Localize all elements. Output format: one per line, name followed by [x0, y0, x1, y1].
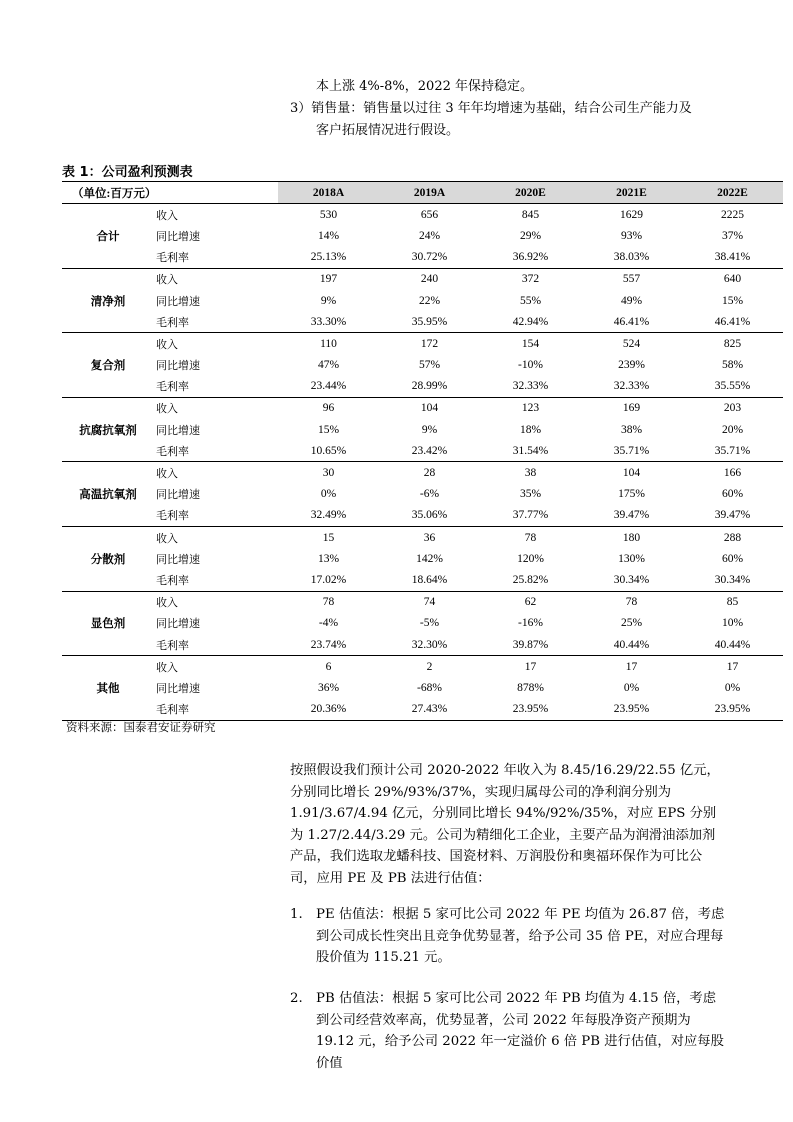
table-cell: 24% [418, 229, 441, 242]
table-row [62, 204, 783, 226]
table-cell: 23.95% [581, 699, 682, 721]
table-cell: 104 [622, 467, 641, 480]
table-cell: -4% [318, 617, 339, 630]
table-row [62, 677, 783, 698]
table-cell: 39.47% [682, 505, 783, 527]
table-cell: 32.33% [581, 376, 682, 398]
table-cell: 93% [620, 229, 643, 242]
table-cell: 17 [625, 660, 638, 673]
table-cell: 239% [618, 359, 645, 372]
table-cell: 372 [521, 273, 540, 286]
table-cell: 25% [620, 617, 643, 630]
table-cell: 38.41% [682, 247, 783, 269]
table-row [62, 333, 783, 355]
metric-label: 收入 [156, 468, 178, 481]
table-cell: 55% [519, 294, 542, 307]
table-cell: 172 [420, 337, 439, 350]
table-cell: 0% [623, 681, 640, 694]
table-cell: 60% [721, 488, 744, 501]
table-cell: 36% [317, 681, 340, 694]
category-label: 显色剂 [62, 591, 154, 656]
table-cell: 0% [724, 681, 741, 694]
year-header: 2021E [581, 182, 682, 204]
table-cell: 46.41% [581, 311, 682, 333]
top-text-line-3: 客户拓展情况进行假设。 [316, 123, 460, 138]
table-cell: 120% [517, 552, 544, 565]
metric-label: 毛利率 [154, 505, 278, 527]
table-cell: 38.03% [581, 247, 682, 269]
table-cell: 23.44% [278, 376, 379, 398]
table-row [62, 569, 783, 591]
metric-label: 同比增速 [156, 295, 200, 308]
category-label: 分散剂 [62, 527, 154, 592]
category-label: 其他 [62, 656, 154, 721]
table-cell: 29% [519, 229, 542, 242]
table-cell: 35.06% [379, 505, 480, 527]
table-cell: 845 [521, 208, 540, 221]
table-cell: 825 [723, 337, 742, 350]
category-label: 抗腐抗氧剂 [62, 397, 154, 462]
table-cell: 14% [317, 229, 340, 242]
table-cell: 78 [322, 596, 335, 609]
metric-label: 同比增速 [156, 230, 200, 243]
table-cell: 42.94% [480, 311, 581, 333]
category-label: 复合剂 [62, 333, 154, 398]
list-text: PB 估值法：根据 5 家可比公司 2022 年 PB 均值为 4.15 倍，考虑到公司经营效率高，优势显著，公司 2022 年每股净资产预期为 19.12 元，给予公司 2022 年一定溢价 6 倍 PB 进行估值，对应每股价值 [316, 991, 724, 1071]
table-cell: 15 [322, 531, 335, 544]
table-cell: 20% [721, 423, 744, 436]
metric-label: 同比增速 [156, 618, 200, 631]
table-row [62, 397, 783, 419]
table-cell: 40.44% [682, 634, 783, 656]
category-label: 清净剂 [62, 268, 154, 333]
metric-label: 毛利率 [154, 311, 278, 333]
table-row [62, 634, 783, 656]
valuation-paragraph: 按照假设我们预计公司 2020-2022 年收入为 8.45/16.29/22.55 亿元，分别同比增长 29%/93%/37%，实现归属母公司的净利润分别为 1.91/3.67/4.94 亿元，分别同比增长 94%/92%/35%，对应 EPS 分别为 1.27/2.44/3.29 元。公司为精细化工企业，主要产品为润滑油添加剂产品，我们选取龙蟠科技、国瓷材料、万润股份和奥福环保作为可比公司，应用 PE 及 PB 法进行估值： [290, 763, 720, 886]
table-cell: 169 [622, 402, 641, 415]
metric-label: 同比增速 [156, 553, 200, 566]
table-row [62, 548, 783, 569]
table-cell: 35% [519, 488, 542, 501]
table-cell: 25.13% [278, 247, 379, 269]
metric-label: 收入 [156, 274, 178, 287]
table-cell: 288 [723, 531, 742, 544]
table-cell: 10% [721, 617, 744, 630]
table-cell: 23.74% [278, 634, 379, 656]
top-text-line-2: 3）销售量：销售量以过往 3 年年均增速为基础，结合公司生产能力及 [290, 101, 692, 116]
table-row [62, 290, 783, 311]
table-cell: 524 [622, 337, 641, 350]
table-cell: 33.30% [278, 311, 379, 333]
table-cell: 62 [524, 596, 537, 609]
table-row [62, 268, 783, 290]
table-cell: 74 [423, 596, 436, 609]
table-cell: 154 [521, 337, 540, 350]
metric-label: 毛利率 [154, 569, 278, 591]
metric-label: 同比增速 [156, 424, 200, 437]
table-cell: 123 [521, 402, 540, 415]
table-cell: 20.36% [278, 699, 379, 721]
table-cell: -5% [419, 617, 440, 630]
table-cell: 28.99% [379, 376, 480, 398]
list-number: 2. [290, 991, 303, 1006]
table-cell: 22% [418, 294, 441, 307]
list-text: PE 估值法：根据 5 家可比公司 2022 年 PE 均值为 26.87 倍，考虑到公司成长性突出且竞争优势显著，给予公司 35 倍 PE，对应合理每股价值为 115.21 元。 [316, 907, 725, 965]
list-item [290, 904, 726, 969]
table-cell: 240 [420, 273, 439, 286]
table-cell: 530 [319, 208, 338, 221]
table-cell: 31.54% [480, 440, 581, 462]
table-cell: 36 [423, 531, 436, 544]
year-header: 2018A [278, 182, 379, 204]
table-cell: 30.34% [581, 569, 682, 591]
table-cell: 28 [423, 467, 436, 480]
metric-label: 收入 [156, 209, 178, 222]
table-cell: 180 [622, 531, 641, 544]
metric-label: 同比增速 [156, 360, 200, 373]
table-source: 资料来源：国泰君安证券研究 [66, 720, 216, 734]
table-row [62, 311, 783, 333]
table-row [62, 419, 783, 440]
table-cell: 35.95% [379, 311, 480, 333]
table-cell: 166 [723, 467, 742, 480]
table-row [62, 376, 783, 398]
metric-label: 同比增速 [156, 489, 200, 502]
table-cell: 39.87% [480, 634, 581, 656]
table-cell: 35.71% [581, 440, 682, 462]
list-number: 1. [290, 907, 303, 922]
metric-label: 毛利率 [154, 699, 278, 721]
table-header-row [62, 182, 783, 204]
table-cell: 78 [524, 531, 537, 544]
table-row [62, 505, 783, 527]
metric-label: 毛利率 [154, 440, 278, 462]
table-row [62, 699, 783, 721]
metric-label: 毛利率 [154, 376, 278, 398]
table-cell: 30 [322, 467, 335, 480]
table-cell: 96 [322, 402, 335, 415]
table-cell: -10% [518, 359, 543, 372]
metric-label: 同比增速 [156, 682, 200, 695]
table-cell: 656 [420, 208, 439, 221]
table-cell: 18.64% [379, 569, 480, 591]
table-cell: 23.95% [682, 699, 783, 721]
metric-label: 收入 [156, 403, 178, 416]
table-cell: 38% [620, 423, 643, 436]
table-cell: 110 [320, 337, 337, 350]
table-cell: 640 [723, 273, 742, 286]
list-item [290, 988, 726, 1074]
table-cell: 47% [317, 359, 340, 372]
table-cell: 27.43% [379, 699, 480, 721]
table-cell: 17.02% [278, 569, 379, 591]
table-cell: 9% [421, 423, 438, 436]
table-cell: 57% [418, 359, 441, 372]
table-cell: 78 [625, 596, 638, 609]
table-cell: 203 [723, 402, 742, 415]
table-cell: 197 [319, 273, 338, 286]
table-cell: 15% [721, 294, 744, 307]
table-cell: 557 [622, 273, 641, 286]
table-cell: 9% [320, 294, 337, 307]
table-row [62, 462, 783, 484]
metric-label: 收入 [156, 532, 178, 545]
table-cell: 17 [524, 660, 537, 673]
metric-label: 毛利率 [154, 634, 278, 656]
table-cell: 37.77% [480, 505, 581, 527]
table-cell: 39.47% [581, 505, 682, 527]
table-cell: 30.34% [682, 569, 783, 591]
top-text-line-1: 本上涨 4%-8%，2022 年保持稳定。 [316, 79, 533, 94]
profit-forecast-table [62, 181, 783, 721]
table-row [62, 225, 783, 246]
table-cell: 2 [426, 660, 433, 673]
year-header: 2020E [480, 182, 581, 204]
table-cell: 878% [517, 681, 544, 694]
table-cell: 175% [618, 488, 645, 501]
table-cell: 17 [726, 660, 739, 673]
table-cell: 32.30% [379, 634, 480, 656]
table-title: 表 1：公司盈利预测表 [62, 165, 193, 180]
metric-label: 收入 [156, 661, 178, 674]
table-cell: 18% [519, 423, 542, 436]
table-cell: 13% [317, 552, 340, 565]
table-cell: 1629 [620, 208, 643, 221]
table-cell: -6% [419, 488, 440, 501]
category-label: 合计 [62, 204, 154, 269]
table-cell: -16% [518, 617, 543, 630]
table-cell: 32.33% [480, 376, 581, 398]
table-row [62, 484, 783, 505]
table-cell: 32.49% [278, 505, 379, 527]
table-row [62, 355, 783, 376]
table-cell: 0% [320, 488, 337, 501]
unit-label: （单位:百万元） [62, 182, 278, 204]
metric-label: 毛利率 [154, 247, 278, 269]
table-cell: 60% [721, 552, 744, 565]
table-cell: 85 [726, 596, 739, 609]
table-cell: 104 [420, 402, 439, 415]
metric-label: 收入 [156, 597, 178, 610]
table-cell: 38 [524, 467, 537, 480]
table-cell: 25.82% [480, 569, 581, 591]
table-cell: 6 [325, 660, 332, 673]
table-cell: 35.55% [682, 376, 783, 398]
table-cell: 58% [721, 359, 744, 372]
table-row [62, 247, 783, 269]
table-row [62, 613, 783, 634]
table-cell: 30.72% [379, 247, 480, 269]
table-body [62, 204, 783, 721]
table-cell: 142% [416, 552, 443, 565]
table-cell: 37% [721, 229, 744, 242]
table-cell: 35.71% [682, 440, 783, 462]
table-row [62, 656, 783, 678]
table-row [62, 440, 783, 462]
table-cell: 46.41% [682, 311, 783, 333]
table-cell: 36.92% [480, 247, 581, 269]
table-cell: 10.65% [278, 440, 379, 462]
table-cell: 49% [620, 294, 643, 307]
metric-label: 收入 [156, 338, 178, 351]
year-header: 2019A [379, 182, 480, 204]
year-header: 2022E [682, 182, 783, 204]
table-cell: 2225 [721, 208, 744, 221]
table-cell: 23.95% [480, 699, 581, 721]
table-cell: 15% [317, 423, 340, 436]
table-row [62, 527, 783, 549]
table-cell: -68% [417, 681, 442, 694]
table-row [62, 591, 783, 613]
table-cell: 40.44% [581, 634, 682, 656]
category-label: 高温抗氧剂 [62, 462, 154, 527]
table-cell: 130% [618, 552, 645, 565]
table-cell: 23.42% [379, 440, 480, 462]
